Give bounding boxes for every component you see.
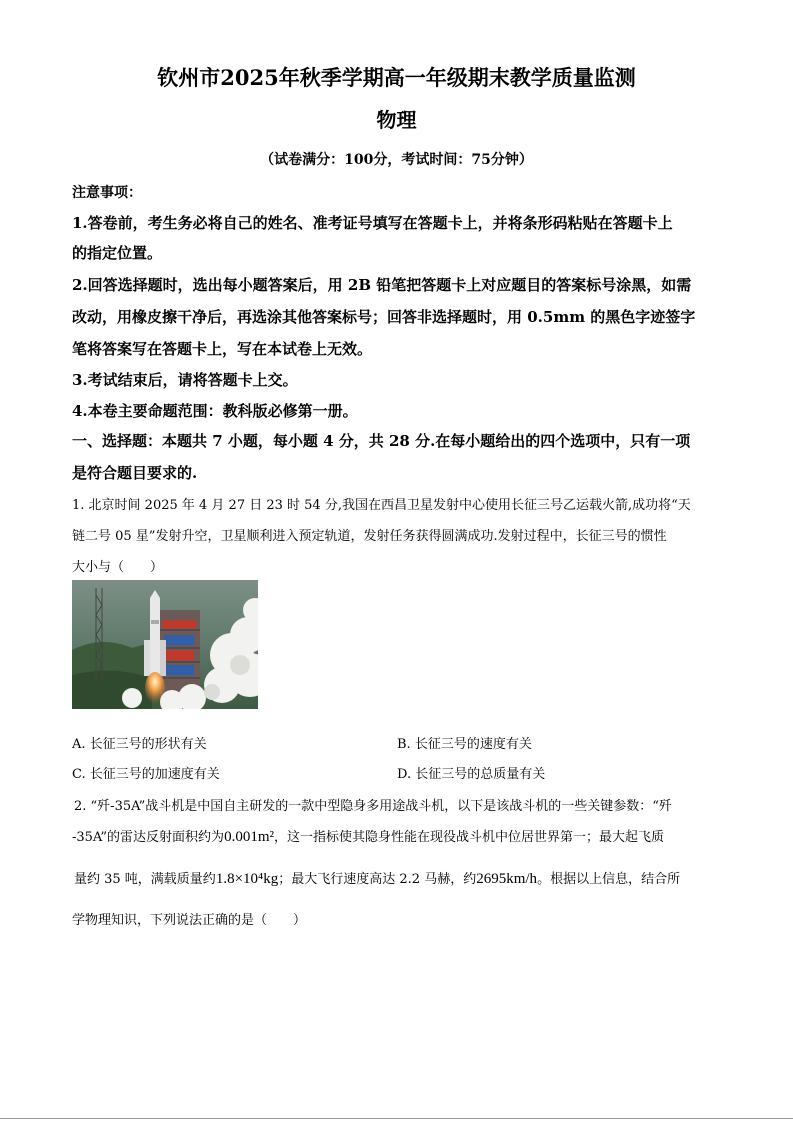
note-2-line-2: 改动，用橡皮擦干净后，再选涂其他答案标号；回答非选择题时，用 0.5mm 的黑色字迹签字 — [72, 308, 696, 326]
full-load-mass-formula: 1.8×10⁴kg — [215, 871, 279, 887]
section-1-line-1: 一、选择题：本题共 7 小题，每小题 4 分，共 28 分.在每小题给出的四个选项中，只有一项 — [72, 432, 691, 450]
q1-line-1: 1. 北京时间 2025 年 4 月 27 日 23 时 54 分,我国在西昌卫星发射中心使用长征三号乙运载火箭,成功将“天 — [72, 498, 691, 513]
rocket-launch-image — [72, 580, 258, 709]
radar-area-formula: 0.001m² — [224, 829, 274, 845]
note-3: 3.考试结束后，请将答题卡上交。 — [72, 371, 298, 389]
q1-option-c: C. 长征三号的加速度有关 — [72, 767, 220, 782]
q2-line-2-text-b: ，这一指标使其隐身性能在现役战斗机中位居世界第一；最大起飞质 — [273, 830, 664, 845]
q2-line-2-text-a: -35A”的雷达反射面积约为 — [72, 830, 225, 845]
notes-heading: 注意事项： — [72, 185, 142, 201]
q1-line-2: 链二号 05 星”发射升空，卫星顺利进入预定轨道，发射任务获得圆满成功.发射过程中，长征三号的惯性 — [72, 529, 667, 544]
section-1-line-2: 是符合题目要求的. — [72, 464, 198, 482]
q2-line-2 — [72, 826, 664, 846]
note-2-line-3: 笔将答案写在答题卡上，写在本试卷上无效。 — [72, 340, 373, 358]
q2-line-1: 2. “歼-35A”战斗机是中国自主研发的一款中型隐身多用途战斗机，以下是该战斗机的一些关键参数：“歼 — [74, 799, 672, 814]
q2-line-4: 学物理知识，下列说法正确的是（ ） — [72, 913, 307, 928]
subject-title: 物理 — [376, 108, 417, 132]
page-bottom-divider — [0, 1118, 793, 1119]
note-1-line-2: 的指定位置。 — [72, 244, 163, 262]
q2-line-3-text-a: 量约 35 吨，满载质量约 — [74, 872, 216, 887]
q2-line-3 — [74, 868, 680, 888]
note-4: 4.本卷主要命题范围：教科版必修第一册。 — [72, 402, 358, 420]
page-title: 钦州市2025年秋季学期高一年级期末教学质量监测 — [157, 65, 636, 90]
q1-option-a: A. 长征三号的形状有关 — [72, 737, 207, 752]
q1-option-b: B. 长征三号的速度有关 — [397, 737, 532, 752]
q2-line-3-text-c: 。根据以上信息，结合所 — [537, 872, 681, 887]
note-2-line-1: 2.回答选择题时，选出每小题答案后，用 2B 铅笔把答题卡上对应题目的答案标号涂黑，如需 — [72, 276, 692, 294]
note-1-line-1: 1.答卷前，考生务必将自己的姓名、准考证号填写在答题卡上，并将条形码粘贴在答题卡上 — [72, 214, 673, 232]
q2-line-3-text-b: ；最大飞行速度高达 2.2 马赫，约 — [278, 872, 477, 887]
q1-line-3: 大小与（ ） — [72, 560, 164, 575]
q1-option-d: D. 长征三号的总质量有关 — [397, 767, 546, 782]
max-speed-formula: 2695km/h — [476, 871, 538, 887]
exam-info: （试卷满分：100分，考试时间：75分钟） — [260, 152, 533, 168]
